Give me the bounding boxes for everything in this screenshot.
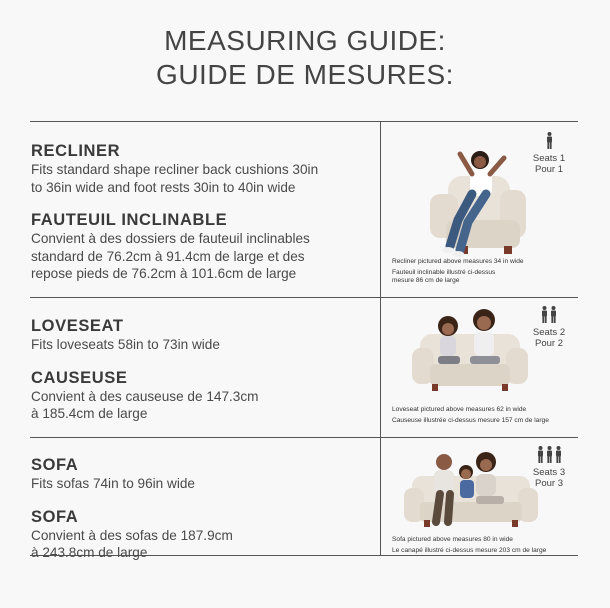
loveseat-text	[31, 316, 376, 423]
loveseat-seats-en: Seats 2	[532, 327, 566, 338]
sofa-caption	[392, 536, 578, 555]
person-icons	[527, 306, 571, 323]
sofa-photo-cell	[384, 438, 578, 555]
sofa-heading-fr: SOFA	[31, 507, 79, 526]
recliner-caption-fr-1: Fauteuil inclinable illustré ci-dessus	[392, 269, 496, 276]
sofa-body-fr-1: Convient à des sofas de 187.9cm	[31, 527, 233, 543]
person-icons	[527, 132, 571, 149]
page-title	[0, 24, 610, 92]
loveseat-caption-en: Loveseat pictured above measures 62 in wide	[392, 406, 527, 413]
loveseat-body-en-1: Fits loveseats 58in to 73in wide	[31, 337, 220, 352]
recliner-photo	[420, 138, 540, 266]
recliner-photo-cell	[384, 122, 578, 297]
title-line-fr: GUIDE DE MESURES:	[156, 59, 454, 90]
recliner-caption-en: Recliner pictured above measures 34 in wide	[392, 258, 524, 265]
recliner-caption	[392, 258, 578, 285]
loveseat-seats	[527, 306, 571, 349]
loveseat-caption-fr-1: Causeuse illustrée ci-dessus mesure 157 cm de large	[392, 417, 549, 424]
recliner-body-fr-1: Convient à des dossiers de fauteuil inclinables	[31, 231, 310, 247]
recliner-seats	[527, 132, 571, 175]
recliner-body-fr-2: standard de 76.2cm à 91.4cm de large et des	[31, 248, 305, 264]
recliner-heading-en: RECLINER	[31, 142, 121, 160]
sofa-seats-fr: Pour 3	[535, 478, 563, 489]
recliner-seats-en: Seats 1	[532, 153, 566, 164]
recliner-body-fr-3: repose pieds de 76.2cm à 101.6cm de large	[31, 266, 297, 282]
recliner-body-en-2: to 36in wide and foot rests 30in to 40in wide	[31, 179, 296, 195]
loveseat-caption	[392, 406, 578, 425]
person-icon	[541, 306, 548, 323]
loveseat-seats-fr: Pour 2	[535, 338, 563, 349]
sofa-seats-en: Seats 3	[532, 467, 566, 478]
loveseat-photo-cell	[384, 298, 578, 437]
title-line-en: MEASURING GUIDE:	[164, 25, 446, 56]
column-divider	[380, 121, 381, 556]
person-icon	[550, 306, 557, 323]
sofa-heading-en: SOFA	[31, 456, 79, 474]
person-icon	[546, 446, 553, 463]
recliner-caption-fr-2: mesure 86 cm de large	[392, 277, 460, 284]
loveseat-body-fr-2: à 185.4cm de large	[31, 406, 148, 422]
loveseat-body-fr-1: Convient à des causeuse de 147.3cm	[31, 388, 259, 404]
loveseat-heading-en: LOVESEAT	[31, 317, 124, 335]
person-icon	[546, 132, 553, 149]
person-icon	[537, 446, 544, 463]
sofa-caption-fr-1: Le canapé illustré ci-dessus mesure 203 cm de large	[392, 547, 547, 554]
sofa-text	[31, 455, 376, 562]
recliner-text	[31, 141, 376, 283]
sofa-body-fr-2: à 243.8cm de large	[31, 545, 148, 561]
sofa-body-en-1: Fits sofas 74in to 96in wide	[31, 476, 195, 491]
sofa-photo	[404, 448, 538, 534]
loveseat-photo	[410, 304, 530, 396]
recliner-body-en-1: Fits standard shape recliner back cushions 30in	[31, 162, 319, 177]
sofa-seats	[527, 446, 571, 489]
person-icon	[555, 446, 562, 463]
sofa-caption-en: Sofa pictured above measures 80 in wide	[392, 536, 513, 543]
person-icons	[527, 446, 571, 463]
recliner-heading-fr: FAUTEUIL INCLINABLE	[31, 211, 228, 230]
loveseat-heading-fr: CAUSEUSE	[31, 368, 128, 387]
recliner-seats-fr: Pour 1	[535, 164, 563, 175]
